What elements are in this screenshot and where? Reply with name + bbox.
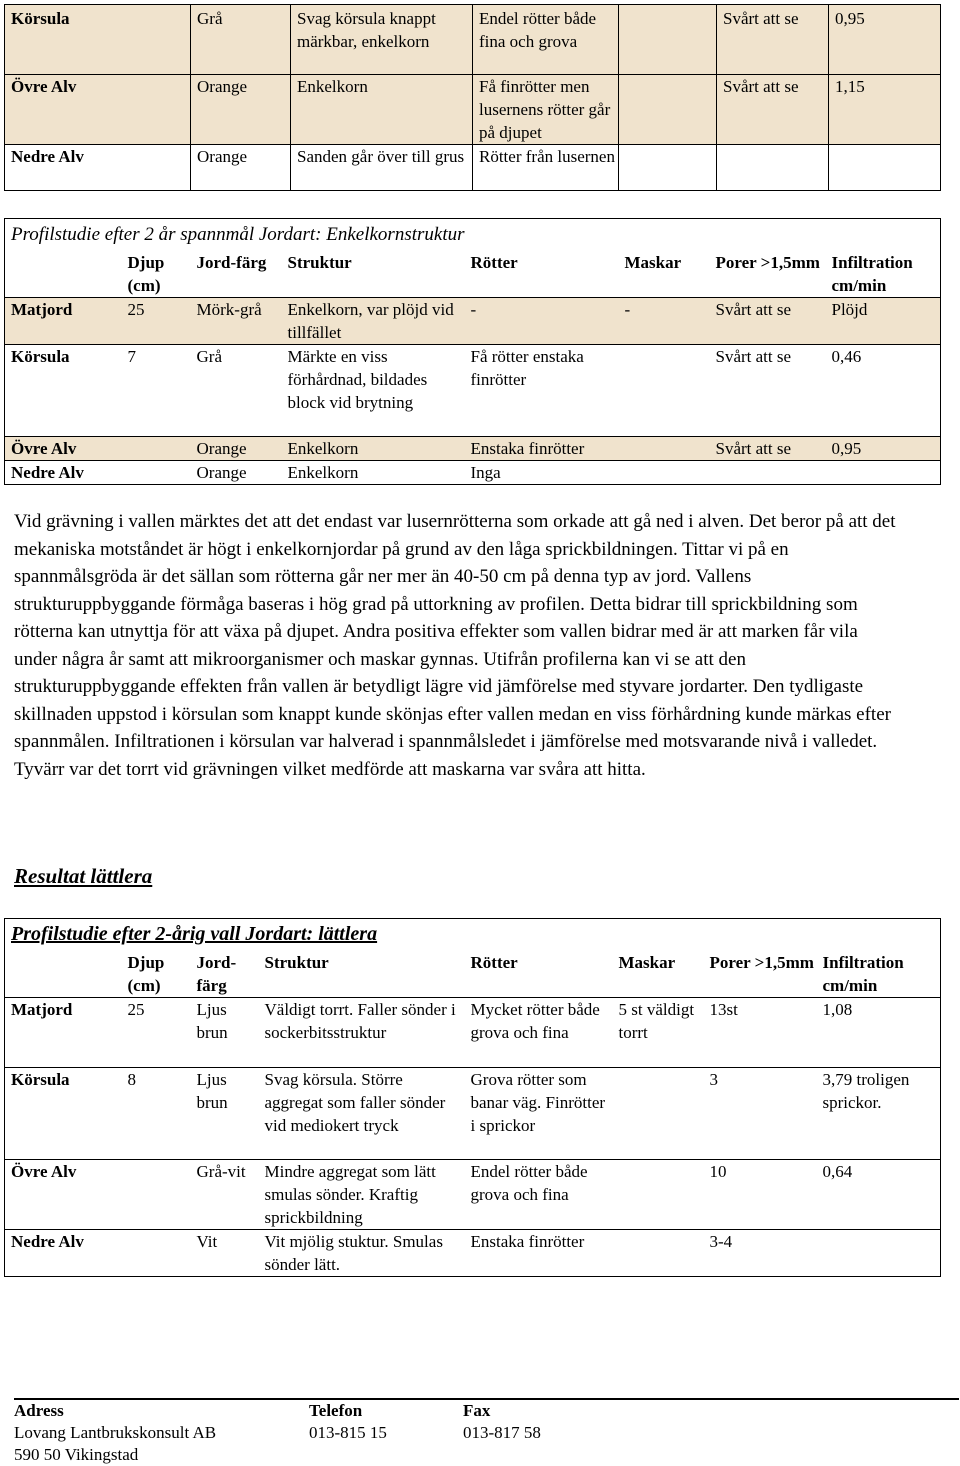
table-header-row — [5, 251, 941, 298]
roots-cell: Få rötter enstaka finrötter — [470, 347, 584, 389]
roots-cell: Få finrötter men lusernens rötter går på djupet — [473, 75, 619, 145]
pores-cell: Svårt att se — [717, 5, 829, 75]
roots-cell: Endel rötter både fina och grova — [473, 5, 619, 75]
worms-header: Maskar — [618, 953, 676, 972]
infiltration-cell: 1,15 — [829, 75, 941, 145]
structure-header: Struktur — [264, 953, 329, 972]
table-3 — [4, 918, 941, 1277]
structure-cell: Sanden går över till grus — [291, 145, 473, 191]
layer-cell: Körsula — [11, 1070, 70, 1089]
structure-cell: Svag körsula. Större aggregat som faller sönder vid mediokert tryck — [264, 1070, 446, 1135]
table-row — [5, 437, 941, 461]
table-caption: Profilstudie efter 2 år spannmål Jordart: Enkelkornstruktur — [11, 224, 465, 245]
color-cell: Grå — [196, 347, 222, 366]
depth-cell — [122, 437, 191, 461]
layer-cell: Nedre Alv — [11, 463, 84, 482]
layer-cell: Nedre Alv — [11, 1232, 84, 1251]
infiltration-cell: 0,46 — [831, 347, 862, 366]
table-2 — [4, 218, 941, 485]
page-footer — [14, 1398, 959, 1464]
roots-header: Rötter — [470, 953, 518, 972]
roots-cell: Grova rötter som banar väg. Finrötter i sprickor — [470, 1070, 606, 1135]
infiltration-cell: 3,79 troligen sprickor. — [822, 1070, 910, 1112]
address-line-2: 590 50 Vikingstad — [14, 1445, 139, 1464]
phone-number: 013-815 15 — [309, 1423, 387, 1442]
structure-cell: Märkte en viss förhårdnad, bildades block vid brytning — [287, 347, 428, 412]
worms-cell — [613, 1068, 704, 1160]
pores-header: Porer >1,5mm — [715, 253, 820, 272]
worms-cell — [619, 145, 717, 191]
layer-cell: Matjord — [11, 300, 73, 319]
table-row — [5, 1068, 941, 1160]
table-row — [5, 145, 941, 191]
layer-cell: Körsula — [5, 5, 191, 75]
footer-phone — [309, 1400, 387, 1444]
phone-label: Telefon — [309, 1401, 363, 1420]
pores-cell: Svårt att se — [715, 439, 792, 458]
layer-cell: Matjord — [11, 1000, 73, 1019]
structure-cell: Svag körsula knappt märkbar, enkelkorn — [291, 5, 473, 75]
body-paragraph: Vid grävning i vallen märktes det att det endast var lusernrötterna som orkade att gå ned i alven. Det beror på att det mekaniska motståndet är högt i enkelkornjordar på grund av den låga sprickbildningen. Tittar vi på en spannmålsgröda är det sällan som rötterna går ner mer än 40-50 cm på denna typ av jord. Vallens strukturuppbyggande förmåga baseras i hög grad på uttorkning av profilen. Detta bidrar till sprickbildning som rötterna kan utnyttja för att växa på djupet. Andra positiva effekter som vallen bidrar med är att marken får vila under några år samt att mikroorganismer och maskar gynnas. Utifrån profilerna kan vi se att den strukturuppbyggande effekten från vallen är betydligt lägre vid jämförelse med styvare jordarter. Den tydligaste skillnaden uppstod i körsulan som knappt kunde skönjas efter vallen medan en viss förhårdning kunde märkas efter spannmålen. Infiltrationen i körsulan var halverad i spannmålsledet i jämförelse med motsvarande nivå i valledet. Tyvärr var det torrt vid grävningen vilket medförde att maskarna var svåra att hitta. — [14, 511, 896, 780]
depth-cell: 25 — [127, 1000, 145, 1019]
depth-cell: 8 — [127, 1070, 136, 1089]
worms-cell: - — [624, 300, 631, 319]
footer-fax — [463, 1400, 541, 1444]
pores-cell: 10 — [709, 1162, 727, 1181]
color-cell: Vit — [196, 1232, 218, 1251]
worms-cell — [619, 5, 717, 75]
color-cell: Mörk-grå — [196, 300, 262, 319]
structure-cell: Enkelkorn — [291, 75, 473, 145]
fax-number: 013-817 58 — [463, 1423, 541, 1442]
address-line-1: Lovang Lantbrukskonsult AB — [14, 1423, 217, 1442]
structure-cell: Mindre aggregat som lätt smulas sönder. Kraftig sprickbildning — [264, 1162, 436, 1227]
fax-label: Fax — [463, 1401, 491, 1420]
table-row — [5, 298, 941, 345]
structure-header: Struktur — [287, 253, 352, 272]
infiltration-cell: 1,08 — [822, 1000, 853, 1019]
color-cell: Grå-vit — [196, 1162, 246, 1181]
worms-cell — [619, 345, 710, 437]
depth-cell: 25 — [127, 300, 145, 319]
worms-cell — [619, 461, 710, 485]
section-heading: Resultat lättlera — [14, 864, 153, 888]
worms-header: Maskar — [624, 253, 682, 272]
color-cell: Orange — [196, 439, 247, 458]
color-cell: Orange — [196, 463, 247, 482]
pores-cell: Svårt att se — [715, 347, 792, 366]
footer-address — [14, 1400, 216, 1466]
structure-cell: Enkelkorn, var plöjd vid tillfället — [287, 300, 454, 342]
depth-header: Djup (cm) — [127, 253, 165, 295]
table-row — [5, 5, 941, 75]
worms-cell — [619, 437, 710, 461]
structure-cell: Enkelkorn — [287, 439, 359, 458]
pores-cell: 13st — [709, 1000, 738, 1019]
pores-cell: 3 — [709, 1070, 718, 1089]
table-caption: Profilstudie efter 2-årig vall Jordart: lättlera — [11, 923, 378, 945]
color-cell: Ljus brun — [196, 1000, 228, 1042]
structure-cell: Vit mjölig stuktur. Smulas sönder lätt. — [264, 1232, 443, 1274]
color-cell: Ljus brun — [196, 1070, 228, 1112]
pores-header: Porer >1,5mm — [709, 953, 814, 972]
roots-header: Rötter — [470, 253, 518, 272]
layer-cell: Övre Alv — [11, 1162, 77, 1181]
worms-cell — [613, 1160, 704, 1230]
roots-cell: Mycket rötter både grova och fina — [470, 1000, 600, 1042]
pores-cell — [717, 145, 829, 191]
depth-cell — [122, 1230, 191, 1277]
infiltration-cell: 0,95 — [831, 439, 862, 458]
infiltration-cell — [817, 1230, 941, 1277]
worms-cell — [619, 75, 717, 145]
table-row — [5, 461, 941, 485]
table-1 — [4, 4, 941, 191]
color-cell: Orange — [191, 145, 291, 191]
layer-cell: Nedre Alv — [5, 145, 191, 191]
infiltration-header: Infiltration cm/min — [831, 253, 913, 295]
worms-cell: 5 st väldigt torrt — [618, 1000, 695, 1042]
table-row — [5, 345, 941, 437]
color-header: Jord-färg — [196, 253, 267, 272]
layer-cell: Körsula — [11, 347, 70, 366]
table-row — [5, 75, 941, 145]
pores-cell: 3-4 — [709, 1232, 733, 1251]
depth-cell — [122, 1160, 191, 1230]
roots-cell: Rötter från lusernen — [473, 145, 619, 191]
table-row — [5, 1160, 941, 1230]
table-caption-row — [5, 219, 941, 252]
roots-cell: - — [470, 300, 477, 319]
table-row — [5, 998, 941, 1068]
depth-cell — [122, 461, 191, 485]
infiltration-cell — [829, 145, 941, 191]
depth-header: Djup (cm) — [127, 953, 165, 995]
color-header: Jord-färg — [196, 953, 237, 995]
table-row — [5, 1230, 941, 1277]
color-cell: Grå — [191, 5, 291, 75]
infiltration-cell: 0,64 — [822, 1162, 853, 1181]
structure-cell: Enkelkorn — [287, 463, 359, 482]
structure-cell: Väldigt torrt. Faller sönder i sockerbitsstruktur — [264, 1000, 456, 1042]
pores-cell — [710, 461, 822, 485]
roots-cell: Endel rötter både grova och fina — [470, 1162, 588, 1204]
pores-cell: Svårt att se — [715, 300, 792, 319]
layer-cell: Övre Alv — [11, 439, 77, 458]
layer-cell: Övre Alv — [5, 75, 191, 145]
depth-cell: 7 — [127, 347, 136, 366]
roots-cell: Inga — [470, 463, 501, 482]
table-header-row — [5, 951, 941, 998]
infiltration-cell — [822, 461, 941, 485]
table-caption-row — [5, 919, 941, 952]
infiltration-cell: 0,95 — [829, 5, 941, 75]
worms-cell — [613, 1230, 704, 1277]
pores-cell: Svårt att se — [717, 75, 829, 145]
infiltration-header: Infiltration cm/min — [822, 953, 904, 995]
color-cell: Orange — [191, 75, 291, 145]
roots-cell: Enstaka finrötter — [470, 1232, 585, 1251]
infiltration-cell: Plöjd — [831, 300, 868, 319]
address-label: Adress — [14, 1401, 64, 1420]
roots-cell: Enstaka finrötter — [470, 439, 585, 458]
